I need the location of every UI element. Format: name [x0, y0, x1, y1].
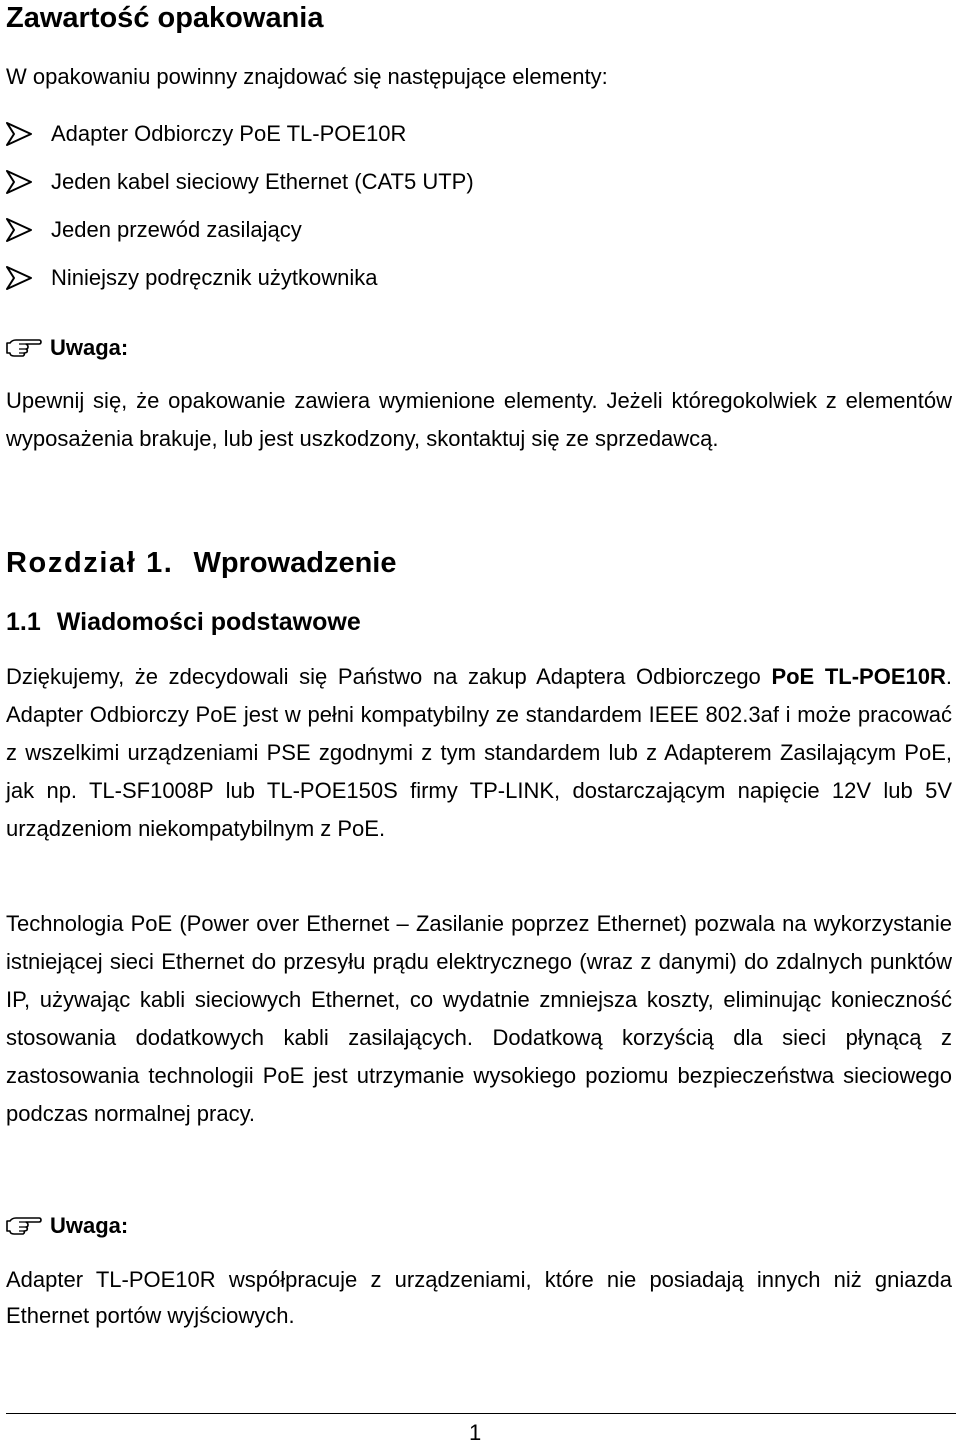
intro-paragraph [6, 658, 952, 848]
packaging-title: Zawartość opakowania [6, 2, 324, 34]
section-title: Wiadomości podstawowe [56, 608, 361, 636]
packaging-note-text: Upewnij się, że opakowanie zawiera wymienione elementy. Jeżeli któregokolwiek z elementów wyposażenia brakuje, lub jest uszkodzony, skontaktuj się ze sprzedawcą. [6, 388, 952, 451]
pointing-hand-icon [6, 337, 42, 357]
section-number: 1.1 [6, 608, 41, 636]
list-item [6, 158, 952, 206]
note-label: Uwaga: [50, 1213, 129, 1238]
list-item-text: Niniejszy podręcznik użytkownika [51, 265, 378, 290]
list-item [6, 254, 952, 302]
packaging-intro: W opakowaniu powinny znajdować się następujące elementy: [6, 64, 608, 89]
packaging-note-heading [6, 330, 128, 366]
chapter-heading [6, 544, 396, 582]
arrow-bullet-icon [6, 122, 32, 146]
product-name: PoE TL-POE10R [771, 664, 946, 689]
chapter-title: Wprowadzenie [193, 547, 397, 579]
compatibility-note-text: Adapter TL-POE10R współpracuje z urządzeniami, które nie posiadają innych niż gniazda Ethernet portów wyjściowych. [6, 1267, 952, 1328]
chapter-label: Rozdział 1. [6, 547, 174, 579]
arrow-bullet-icon [6, 266, 32, 290]
list-item-text: Jeden przewód zasilający [51, 217, 302, 242]
list-item-text: Adapter Odbiorczy PoE TL-POE10R [51, 121, 407, 146]
document-page [6, 0, 952, 1443]
list-item [6, 110, 952, 158]
compatibility-note-heading [6, 1208, 128, 1244]
list-item-text: Jeden kabel sieciowy Ethernet (CAT5 UTP) [51, 169, 474, 194]
section-heading [6, 604, 361, 640]
technology-paragraph: Technologia PoE (Power over Ethernet – Zasilanie poprzez Ethernet) pozwala na wykorzystanie istniejącej sieci Ethernet do przesyłu prądu elektrycznego (wraz z danymi) do zdalnych punktów IP, używając kabli sieciowych Ethernet, co wydatnie zmniejsza koszty, eliminując konieczność stosowania dodatkowych kabli zasilających. Dodatkową korzyścią dla sieci płynącą z zastosowania technologii PoE jest utrzymanie wysokiego poziomu bezpieczeństwa sieciowego podczas normalnej pracy. [6, 911, 952, 1126]
page-number: 1 [469, 1420, 482, 1445]
arrow-bullet-icon [6, 170, 32, 194]
list-item [6, 206, 952, 254]
pointing-hand-icon [6, 1215, 42, 1235]
note-label: Uwaga: [50, 335, 129, 360]
footer-divider [6, 1413, 956, 1414]
intro-paragraph-start: Dziękujemy, że zdecydowali się Państwo na zakup Adaptera Odbiorczego [6, 664, 772, 689]
arrow-bullet-icon [6, 218, 32, 242]
intro-paragraph-end: . Adapter Odbiorczy PoE jest w pełni kompatybilny ze standardem IEEE 802.3af i może pracować z wszelkimi urządzeniami PSE zgodnymi z tym standardem lub z Adapterem Zasilającym PoE, jak np. TL-SF1008P lub TL-POE150S firmy TP-LINK, dostarczającym napięcie 12V lub 5V urządzeniom niekompatybilnym z PoE. [6, 664, 953, 841]
packaging-list [6, 110, 952, 302]
